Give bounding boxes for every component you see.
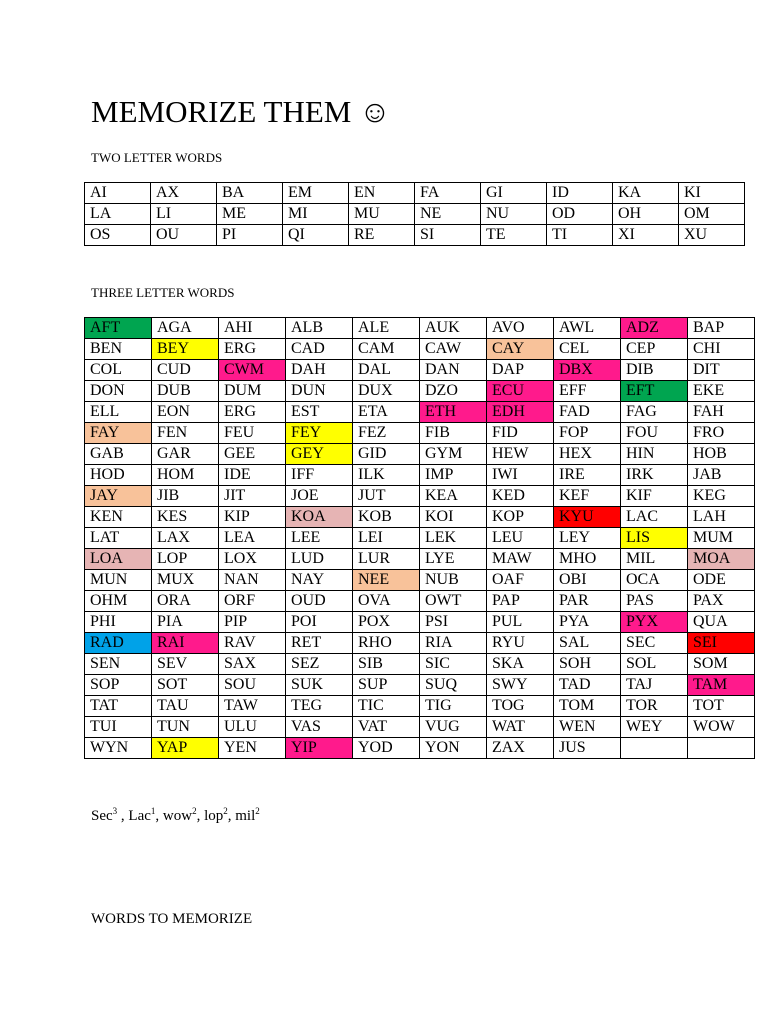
- word-cell: POI: [286, 612, 353, 633]
- note-count: 2: [223, 806, 228, 816]
- two-letter-table: [84, 182, 745, 246]
- word-cell: NE: [415, 204, 481, 225]
- word-cell: OAF: [487, 570, 554, 591]
- word-cell: OCA: [621, 570, 688, 591]
- word-cell: GYM: [420, 444, 487, 465]
- word-cell: LOP: [152, 549, 219, 570]
- word-cell: KES: [152, 507, 219, 528]
- word-cell: SEV: [152, 654, 219, 675]
- word-cell: TAJ: [621, 675, 688, 696]
- word-cell: SWY: [487, 675, 554, 696]
- word-cell: FAH: [688, 402, 755, 423]
- word-cell: JIT: [219, 486, 286, 507]
- word-cell: HOB: [688, 444, 755, 465]
- table-row: [85, 675, 755, 696]
- highlighted-word-cell: FEY: [286, 423, 353, 444]
- three-letter-table: [84, 317, 755, 759]
- word-cell: TOR: [621, 696, 688, 717]
- highlighted-word-cell: GEY: [286, 444, 353, 465]
- word-cell: SOT: [152, 675, 219, 696]
- word-cell: EN: [349, 183, 415, 204]
- word-cell: LEE: [286, 528, 353, 549]
- word-cell: SAL: [554, 633, 621, 654]
- note-word: mil: [235, 808, 256, 824]
- word-cell: ERG: [219, 339, 286, 360]
- word-cell: LAX: [152, 528, 219, 549]
- word-cell: OM: [679, 204, 745, 225]
- word-cell: XI: [613, 225, 679, 246]
- table-row: [85, 225, 745, 246]
- highlighted-word-cell: CWM: [219, 360, 286, 381]
- highlighted-word-cell: EDH: [487, 402, 554, 423]
- word-cell: IDE: [219, 465, 286, 486]
- word-cell: MHO: [554, 549, 621, 570]
- word-cell: RIA: [420, 633, 487, 654]
- word-cell: KIP: [219, 507, 286, 528]
- highlighted-word-cell: JAY: [85, 486, 152, 507]
- word-cell: WEN: [554, 717, 621, 738]
- note-separator: ,: [155, 808, 163, 824]
- highlighted-word-cell: ETH: [420, 402, 487, 423]
- word-cell: LEU: [487, 528, 554, 549]
- word-cell: ILK: [353, 465, 420, 486]
- word-cell: SOH: [554, 654, 621, 675]
- word-cell: TAD: [554, 675, 621, 696]
- table-row: [85, 696, 755, 717]
- word-cell: [621, 738, 688, 759]
- word-cell: BAP: [688, 318, 755, 339]
- word-cell: DAL: [353, 360, 420, 381]
- word-cell: WEY: [621, 717, 688, 738]
- word-cell: FA: [415, 183, 481, 204]
- table-row: [85, 402, 755, 423]
- highlighted-word-cell: TAM: [688, 675, 755, 696]
- word-cell: [688, 738, 755, 759]
- highlighted-word-cell: ECU: [487, 381, 554, 402]
- word-cell: FID: [487, 423, 554, 444]
- word-cell: OUD: [286, 591, 353, 612]
- highlighted-word-cell: AFT: [85, 318, 152, 339]
- word-cell: OBI: [554, 570, 621, 591]
- word-cell: TUN: [152, 717, 219, 738]
- word-cell: GEE: [219, 444, 286, 465]
- word-cell: RAV: [219, 633, 286, 654]
- word-cell: PIA: [152, 612, 219, 633]
- word-cell: SUP: [353, 675, 420, 696]
- word-cell: LA: [85, 204, 151, 225]
- word-cell: SEZ: [286, 654, 353, 675]
- word-cell: GAB: [85, 444, 152, 465]
- word-cell: MUX: [152, 570, 219, 591]
- word-cell: SOM: [688, 654, 755, 675]
- word-cell: GAR: [152, 444, 219, 465]
- table-row: [85, 549, 755, 570]
- word-cell: PYA: [554, 612, 621, 633]
- note-separator: ,: [196, 808, 205, 824]
- highlighted-word-cell: YIP: [286, 738, 353, 759]
- word-cell: LUR: [353, 549, 420, 570]
- highlighted-word-cell: NEE: [353, 570, 420, 591]
- word-cell: DZO: [420, 381, 487, 402]
- word-cell: SEC: [621, 633, 688, 654]
- word-cell: ORA: [152, 591, 219, 612]
- note-separator: ,: [227, 808, 236, 824]
- word-cell: LEA: [219, 528, 286, 549]
- word-cell: EM: [283, 183, 349, 204]
- table-row: [85, 381, 755, 402]
- word-cell: MU: [349, 204, 415, 225]
- word-cell: SOP: [85, 675, 152, 696]
- word-cell: KOB: [353, 507, 420, 528]
- table-row: [85, 633, 755, 654]
- word-cell: FAD: [554, 402, 621, 423]
- table-row: [85, 444, 755, 465]
- word-cell: TAT: [85, 696, 152, 717]
- word-cell: XU: [679, 225, 745, 246]
- word-cell: OS: [85, 225, 151, 246]
- word-cell: LEI: [353, 528, 420, 549]
- word-cell: WYN: [85, 738, 152, 759]
- word-cell: ELL: [85, 402, 152, 423]
- word-cell: EKE: [688, 381, 755, 402]
- note-word: Sec: [91, 808, 113, 824]
- word-cell: TOT: [688, 696, 755, 717]
- word-cell: HEW: [487, 444, 554, 465]
- word-cell: FEZ: [353, 423, 420, 444]
- word-cell: LI: [151, 204, 217, 225]
- word-cell: QUA: [688, 612, 755, 633]
- word-cell: TIG: [420, 696, 487, 717]
- word-cell: WOW: [688, 717, 755, 738]
- word-cell: GI: [481, 183, 547, 204]
- word-cell: DUX: [353, 381, 420, 402]
- word-cell: MAW: [487, 549, 554, 570]
- word-cell: VAS: [286, 717, 353, 738]
- word-cell: KEA: [420, 486, 487, 507]
- word-cell: OHM: [85, 591, 152, 612]
- word-cell: FOU: [621, 423, 688, 444]
- word-cell: SOU: [219, 675, 286, 696]
- word-cell: DIT: [688, 360, 755, 381]
- word-cell: COL: [85, 360, 152, 381]
- word-cell: JUT: [353, 486, 420, 507]
- page-title: MEMORIZE THEM ☺: [91, 94, 391, 129]
- word-cell: HIN: [621, 444, 688, 465]
- word-cell: LAT: [85, 528, 152, 549]
- word-cell: BEN: [85, 339, 152, 360]
- word-cell: OH: [613, 204, 679, 225]
- three-letter-heading: THREE LETTER WORDS: [91, 285, 235, 300]
- highlighted-word-cell: YAP: [152, 738, 219, 759]
- word-cell: ULU: [219, 717, 286, 738]
- word-cell: IFF: [286, 465, 353, 486]
- word-cell: IRK: [621, 465, 688, 486]
- word-cell: SKA: [487, 654, 554, 675]
- word-cell: DAP: [487, 360, 554, 381]
- word-cell: MUN: [85, 570, 152, 591]
- word-cell: KEN: [85, 507, 152, 528]
- word-cell: TI: [547, 225, 613, 246]
- word-cell: ERG: [219, 402, 286, 423]
- word-cell: HOD: [85, 465, 152, 486]
- word-cell: LEK: [420, 528, 487, 549]
- word-cell: LUD: [286, 549, 353, 570]
- word-cell: KED: [487, 486, 554, 507]
- word-cell: TE: [481, 225, 547, 246]
- word-cell: RYU: [487, 633, 554, 654]
- word-cell: ALE: [353, 318, 420, 339]
- word-cell: POX: [353, 612, 420, 633]
- word-cell: SUQ: [420, 675, 487, 696]
- highlighted-word-cell: DBX: [554, 360, 621, 381]
- word-cell: AUK: [420, 318, 487, 339]
- word-cell: PUL: [487, 612, 554, 633]
- word-cell: FEU: [219, 423, 286, 444]
- highlighted-word-cell: CAY: [487, 339, 554, 360]
- word-cell: IWI: [487, 465, 554, 486]
- word-cell: KA: [613, 183, 679, 204]
- word-cell: EON: [152, 402, 219, 423]
- word-cell: MUM: [688, 528, 755, 549]
- word-cell: AHI: [219, 318, 286, 339]
- word-cell: NU: [481, 204, 547, 225]
- word-cell: NAY: [286, 570, 353, 591]
- table-row: [85, 717, 755, 738]
- table-row: [85, 486, 755, 507]
- table-row: [85, 183, 745, 204]
- word-cell: PAP: [487, 591, 554, 612]
- word-cell: VUG: [420, 717, 487, 738]
- word-cell: JUS: [554, 738, 621, 759]
- word-cell: PAS: [621, 591, 688, 612]
- word-cell: LAH: [688, 507, 755, 528]
- word-cell: CAW: [420, 339, 487, 360]
- highlighted-word-cell: KYU: [554, 507, 621, 528]
- word-cell: AI: [85, 183, 151, 204]
- word-cell: LEY: [554, 528, 621, 549]
- word-cell: KI: [679, 183, 745, 204]
- word-cell: GID: [353, 444, 420, 465]
- word-cell: LOX: [219, 549, 286, 570]
- word-cell: DIB: [621, 360, 688, 381]
- word-cell: PI: [217, 225, 283, 246]
- word-cell: IRE: [554, 465, 621, 486]
- word-cell: NUB: [420, 570, 487, 591]
- word-cell: SEN: [85, 654, 152, 675]
- word-cell: SOL: [621, 654, 688, 675]
- word-cell: SI: [415, 225, 481, 246]
- word-cell: OD: [547, 204, 613, 225]
- note-count: 2: [255, 806, 260, 816]
- word-cell: SUK: [286, 675, 353, 696]
- word-cell: TUI: [85, 717, 152, 738]
- table-row: [85, 507, 755, 528]
- word-cell: EST: [286, 402, 353, 423]
- table-row: [85, 339, 755, 360]
- note-separator: ,: [117, 808, 129, 824]
- note-count: 2: [192, 806, 197, 816]
- word-cell: FIB: [420, 423, 487, 444]
- word-cell: EFF: [554, 381, 621, 402]
- table-row: [85, 465, 755, 486]
- word-cell: TIC: [353, 696, 420, 717]
- word-cell: TAW: [219, 696, 286, 717]
- word-cell: CUD: [152, 360, 219, 381]
- word-cell: SAX: [219, 654, 286, 675]
- word-cell: RHO: [353, 633, 420, 654]
- word-cell: CAD: [286, 339, 353, 360]
- highlighted-word-cell: PYX: [621, 612, 688, 633]
- table-row: [85, 654, 755, 675]
- word-cell: PIP: [219, 612, 286, 633]
- word-cell: KEF: [554, 486, 621, 507]
- word-cell: FOP: [554, 423, 621, 444]
- word-cell: FRO: [688, 423, 755, 444]
- word-cell: AVO: [487, 318, 554, 339]
- word-cell: PSI: [420, 612, 487, 633]
- word-cell: JOE: [286, 486, 353, 507]
- word-cell: RET: [286, 633, 353, 654]
- word-cell: BA: [217, 183, 283, 204]
- word-cell: NAN: [219, 570, 286, 591]
- word-cell: JIB: [152, 486, 219, 507]
- word-cell: AWL: [554, 318, 621, 339]
- highlighted-word-cell: ADZ: [621, 318, 688, 339]
- word-cell: ID: [547, 183, 613, 204]
- table-row: [85, 738, 755, 759]
- word-cell: FEN: [152, 423, 219, 444]
- word-cell: DAN: [420, 360, 487, 381]
- word-cell: CAM: [353, 339, 420, 360]
- word-cell: QI: [283, 225, 349, 246]
- word-cell: YOD: [353, 738, 420, 759]
- word-cell: KIF: [621, 486, 688, 507]
- highlighted-word-cell: LOA: [85, 549, 152, 570]
- word-cell: TOM: [554, 696, 621, 717]
- word-cell: AGA: [152, 318, 219, 339]
- frequency-note: [91, 806, 260, 826]
- two-letter-heading: TWO LETTER WORDS: [91, 150, 223, 165]
- highlighted-word-cell: EFT: [621, 381, 688, 402]
- words-to-memorize-heading: WORDS TO MEMORIZE: [91, 911, 253, 927]
- word-cell: PAX: [688, 591, 755, 612]
- word-cell: KOP: [487, 507, 554, 528]
- word-cell: ETA: [353, 402, 420, 423]
- word-cell: CHI: [688, 339, 755, 360]
- highlighted-word-cell: SEI: [688, 633, 755, 654]
- word-cell: WAT: [487, 717, 554, 738]
- table-row: [85, 528, 755, 549]
- word-cell: OU: [151, 225, 217, 246]
- word-cell: VAT: [353, 717, 420, 738]
- word-cell: DUM: [219, 381, 286, 402]
- word-cell: DUB: [152, 381, 219, 402]
- word-cell: YON: [420, 738, 487, 759]
- word-cell: MIL: [621, 549, 688, 570]
- highlighted-word-cell: KOA: [286, 507, 353, 528]
- word-cell: TEG: [286, 696, 353, 717]
- word-cell: CEL: [554, 339, 621, 360]
- word-cell: KEG: [688, 486, 755, 507]
- word-cell: SIB: [353, 654, 420, 675]
- word-cell: HEX: [554, 444, 621, 465]
- word-cell: AX: [151, 183, 217, 204]
- table-row: [85, 318, 755, 339]
- word-cell: SIC: [420, 654, 487, 675]
- table-row: [85, 204, 745, 225]
- word-cell: TAU: [152, 696, 219, 717]
- word-cell: YEN: [219, 738, 286, 759]
- highlighted-word-cell: LIS: [621, 528, 688, 549]
- word-cell: JAB: [688, 465, 755, 486]
- word-cell: ME: [217, 204, 283, 225]
- highlighted-word-cell: RAI: [152, 633, 219, 654]
- word-cell: OVA: [353, 591, 420, 612]
- word-cell: HOM: [152, 465, 219, 486]
- word-cell: OWT: [420, 591, 487, 612]
- highlighted-word-cell: MOA: [688, 549, 755, 570]
- word-cell: PAR: [554, 591, 621, 612]
- word-cell: ALB: [286, 318, 353, 339]
- word-cell: LYE: [420, 549, 487, 570]
- table-row: [85, 423, 755, 444]
- table-row: [85, 612, 755, 633]
- highlighted-word-cell: RAD: [85, 633, 152, 654]
- word-cell: PHI: [85, 612, 152, 633]
- word-cell: RE: [349, 225, 415, 246]
- word-cell: MI: [283, 204, 349, 225]
- highlighted-word-cell: FAY: [85, 423, 152, 444]
- word-cell: KOI: [420, 507, 487, 528]
- note-word: Lac: [128, 808, 151, 824]
- table-row: [85, 360, 755, 381]
- table-row: [85, 570, 755, 591]
- word-cell: DON: [85, 381, 152, 402]
- note-word: lop: [204, 808, 224, 824]
- note-word: wow: [162, 808, 193, 824]
- word-cell: ORF: [219, 591, 286, 612]
- word-cell: ZAX: [487, 738, 554, 759]
- word-cell: FAG: [621, 402, 688, 423]
- note-count: 3: [112, 806, 118, 816]
- word-cell: TOG: [487, 696, 554, 717]
- word-cell: DUN: [286, 381, 353, 402]
- word-cell: CEP: [621, 339, 688, 360]
- word-cell: ODE: [688, 570, 755, 591]
- word-cell: DAH: [286, 360, 353, 381]
- word-cell: LAC: [621, 507, 688, 528]
- word-cell: IMP: [420, 465, 487, 486]
- highlighted-word-cell: BEY: [152, 339, 219, 360]
- table-row: [85, 591, 755, 612]
- note-count: 1: [150, 806, 156, 816]
